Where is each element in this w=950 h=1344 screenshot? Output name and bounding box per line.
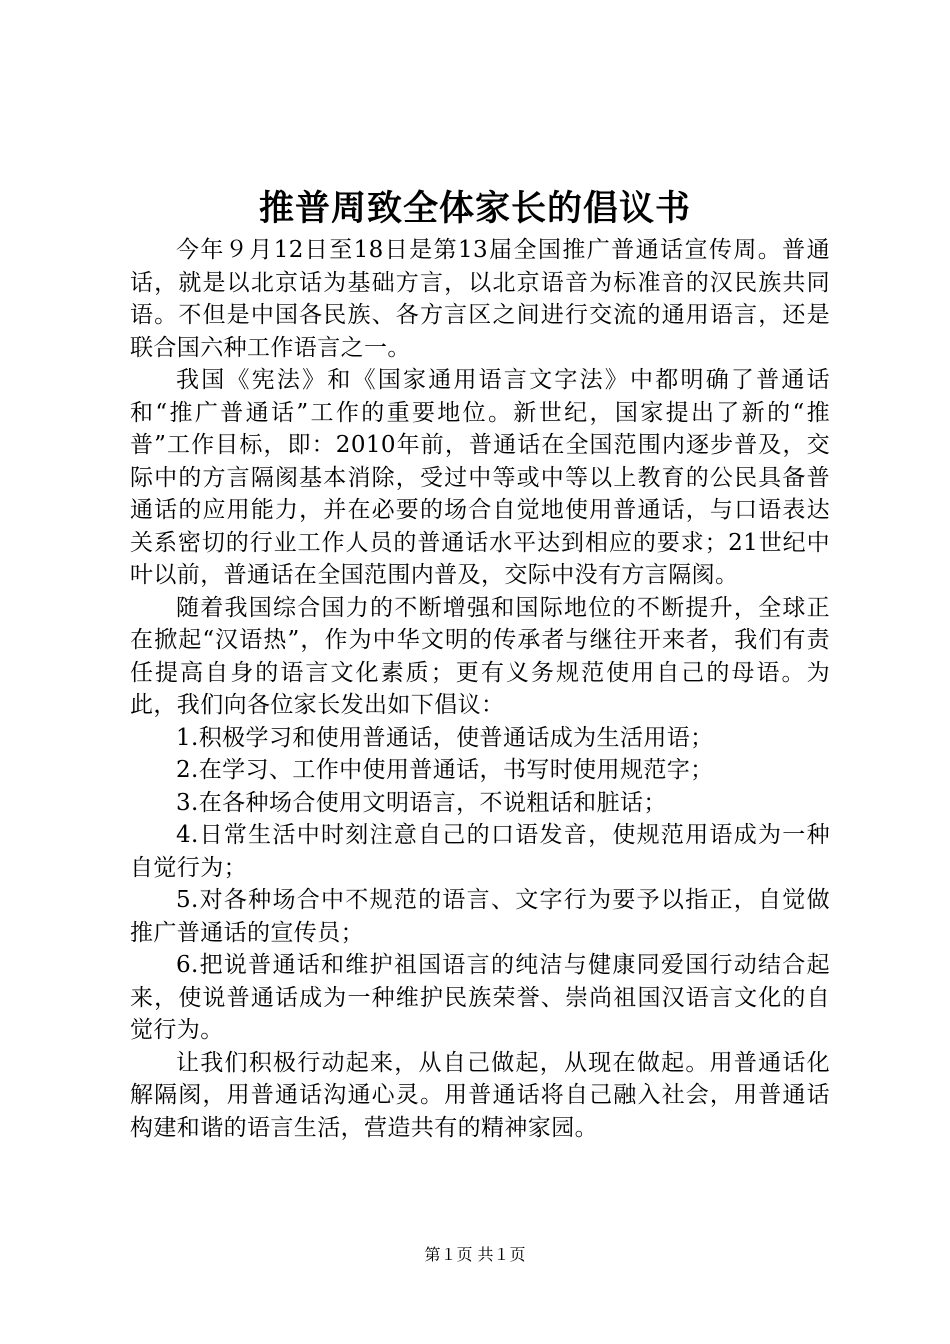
proposal-item-3: 3.在各种场合使用文明语言，不说粗话和脏话； (176, 789, 667, 816)
document-body (130, 234, 830, 1144)
paragraph-intro: 今年９月12日至18日是第13届全国推广普通话宣传周。普通话，就是以北京话为基础方言，以北京语音为标准音的汉民族共同语。不但是中国各民族、各方言区之间进行交流的通用语言，还是联合国六种工作语言之一。 (130, 237, 830, 361)
proposal-item-1: 1.积极学习和使用普通话，使普通话成为生活用语； (176, 724, 714, 751)
paragraph-closing: 让我们积极行动起来，从自己做起，从现在做起。用普通话化解隔阂，用普通话沟通心灵。用普通话将自己融入社会，用普通话构建和谐的语言生活，营造共有的精神家园。 (130, 1049, 830, 1141)
proposal-item-4: 4.日常生活中时刻注意自己的口语发音，使规范用语成为一种自觉行为； (130, 822, 830, 881)
document-title: 推普周致全体家长的倡议书 (258, 188, 691, 229)
paragraph-context: 随着我国综合国力的不断增强和国际地位的不断提升，全球正在掀起“汉语热”，作为中华文明的传承者与继往开来者，我们有责任提高自身的语言文化素质；更有义务规范使用自己的母语。为此，我们向各位家长发出如下倡议： (130, 594, 830, 718)
page-footer: 第１页 共１页 (424, 1245, 526, 1264)
proposal-item-6: 6.把说普通话和维护祖国语言的纯洁与健康同爱国行动结合起来，使说普通话成为一种维护民族荣誉、崇尚祖国汉语言文化的自觉行为。 (130, 952, 830, 1043)
proposal-item-5: 5.对各种场合中不规范的语言、文字行为要予以指正，自觉做推广普通话的宣传员； (130, 887, 830, 946)
proposal-item-2: 2.在学习、工作中使用普通话，书写时使用规范字； (176, 757, 714, 783)
paragraph-policy: 我国《宪法》和《国家通用语言文字法》中都明确了普通话和“推广普通话”工作的重要地位。新世纪，国家提出了新的“推普”工作目标，即：2010年前，普通话在全国范围内逐步普及，交际中的方言隔阂基本消除，受过中等或中等以上教育的公民具备普通话的应用能力，并在必要的场合自觉地使用普通话，与口语表达关系密切的行业工作人员的普通话水平达到相应的要求；21世纪中叶以前，普通话在全国范围内普及，交际中没有方言隔阂。 (130, 367, 830, 588)
